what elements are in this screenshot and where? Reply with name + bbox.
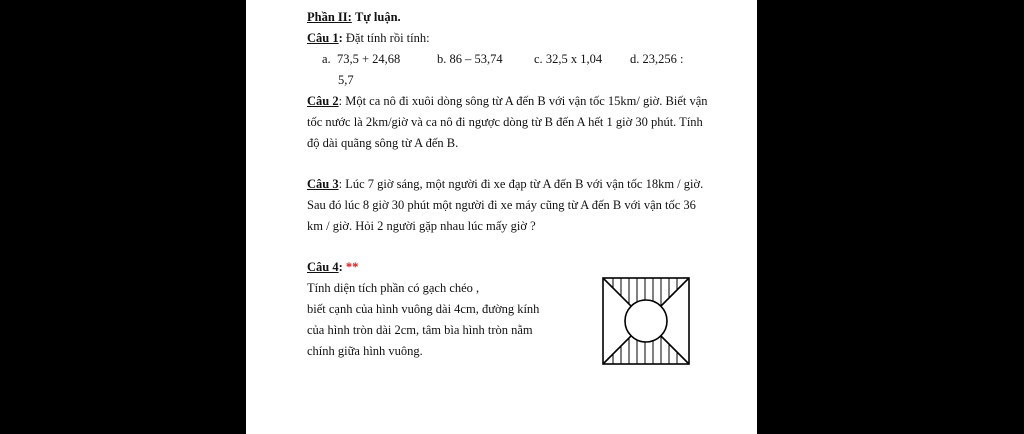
question-3-line-3: km / giờ. Hỏi 2 người gặp nhau lúc mấy giờ ? [307,219,536,233]
question-3-line-2: Sau đó lúc 8 giờ 30 phút một người đi xe máy cũng từ A đến B với vận tốc 36 [307,198,696,212]
question-4-line-3: của hình tròn dài 2cm, tâm bìa hình tròn nằm [307,323,533,337]
square-circle-figure [601,276,691,366]
question-1-text: Đặt tính rồi tính: [345,31,430,45]
q1-item-c: c. 32,5 x 1,04 [534,52,603,66]
question-4-line-2: biết cạnh của hình vuông dài 4cm, đường kính [307,302,540,316]
question-4-line-1: Tính diện tích phần có gạch chéo , [307,281,480,295]
question-2-line-3: độ dài quãng sông từ A đến B. [307,136,459,150]
document-page [246,0,757,434]
question-4-label: Câu 4 [307,260,339,274]
question-4-line-4: chính giữa hình vuông. [307,344,423,358]
part-label: Phần II: [307,10,352,24]
question-3-line-1: Câu 3: Lúc 7 giờ sáng, một người đi xe đạp từ A đến B với vận tốc 18km / giờ. [307,177,704,191]
q1-item-a: a. 73,5 + 24,68 [322,52,401,66]
question-1-label: Câu 1 [307,31,339,45]
question-2-label: Câu 2 [307,94,339,108]
q1-item-d: d. 23,256 : [630,52,684,66]
q1-item-d-wrap: 5,7 [338,73,354,87]
question-1-prompt: Câu 1: Đặt tính rồi tính: [307,31,430,45]
question-2-line-2: tốc nước là 2km/giờ và ca nô đi ngược dòng từ B đến A hết 1 giờ 30 phút. Tính [307,115,703,129]
q1-item-b: b. 86 – 53,74 [437,52,503,66]
circle-outline [625,300,667,342]
part-heading [307,9,401,25]
question-2-line-1: Câu 2: Một ca nô đi xuôi dòng sông từ A đến B với vận tốc 15km/ giờ. Biết vận [307,94,708,108]
question-3-label: Câu 3 [307,177,339,191]
question-4-heading: Câu 4: ** [307,260,359,274]
difficulty-marker: ** [345,260,359,274]
part-title: Tự luận. [354,10,401,24]
